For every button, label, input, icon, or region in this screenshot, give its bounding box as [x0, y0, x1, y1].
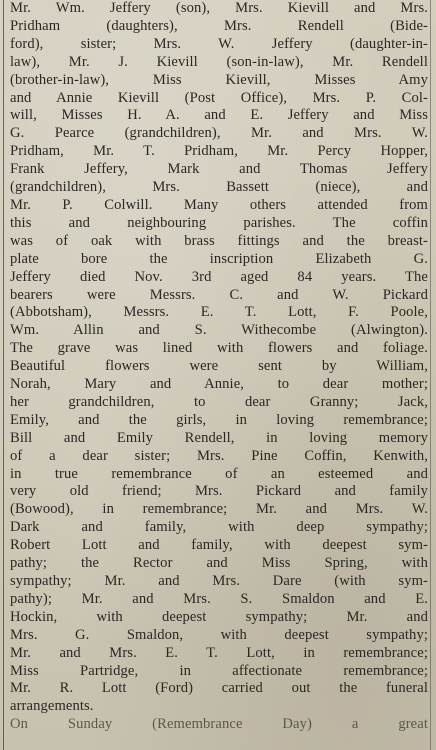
article-line-cut-off: On Sunday (Remembrance Day) a great	[10, 716, 428, 733]
article-line: very old friend; Mrs. Pickard and family	[10, 483, 428, 500]
article-line: Mrs. G. Smaldon, with deepest sympathy;	[10, 626, 428, 643]
article-line: ford), sister; Mrs. W. Jeffery (daughter-in-	[10, 35, 428, 52]
article-line: Pridham, Mr. T. Pridham, Mr. Percy Hopper,	[10, 143, 428, 160]
article-line: pathy; the Rector and Miss Spring, with	[10, 555, 428, 572]
column-rule-left	[3, 0, 4, 750]
article-line: Dark and family, with deep sympathy;	[10, 519, 428, 536]
article-line: will, Misses H. A. and E. Jeffery and Miss	[10, 107, 428, 124]
article-line: bearers were Messrs. C. and W. Pickard	[10, 286, 428, 303]
article-line: Beautiful flowers were sent by William,	[10, 358, 428, 375]
article-line: pathy); Mr. and Mrs. S. Smaldon and E.	[10, 590, 428, 607]
article-line: Mr. and Mrs. E. T. Lott, in remembrance;	[10, 644, 428, 661]
article-line: Mr. R. Lott (Ford) carried out the funeral	[10, 680, 428, 697]
article-line: (grandchildren), Mrs. Bassett (niece), and	[10, 179, 428, 196]
article-line: Miss Partridge, in affectionate remembrance;	[10, 662, 428, 679]
article-line: Bill and Emily Rendell, in loving memory	[10, 429, 428, 446]
article-line: Robert Lott and family, with deepest sym-	[10, 537, 428, 554]
article-line: plate bore the inscription Elizabeth G.	[10, 250, 428, 267]
article-line: Wm. Allin and S. Withecombe (Alwington).	[10, 322, 428, 339]
article-line: in true remembrance of an esteemed and	[10, 465, 428, 482]
article-column	[10, 0, 428, 734]
article-line: was of oak with brass fittings and the breast-	[10, 232, 428, 249]
article-line: Mr. P. Colwill. Many others attended from	[10, 196, 428, 213]
article-line: G. Pearce (grandchildren), Mr. and Mrs. W.	[10, 125, 428, 142]
article-line: (Bowood), in remembrance; Mr. and Mrs. W.	[10, 501, 428, 518]
article-line: Pridham (daughters), Mrs. Rendell (Bide-	[10, 17, 428, 34]
article-line: Frank Jeffery, Mark and Thomas Jeffery	[10, 161, 428, 178]
article-line: Mr. Wm. Jeffery (son), Mrs. Kievill and Mrs.	[10, 0, 428, 16]
article-line: of a dear sister; Mrs. Pine Coffin, Kenwith,	[10, 447, 428, 464]
column-rule-right	[430, 0, 431, 750]
article-line: and Annie Kievill (Post Office), Mrs. P. Col-	[10, 89, 428, 106]
article-line: Jeffery died Nov. 3rd aged 84 years. The	[10, 268, 428, 285]
article-line: this and neighbouring parishes. The coffin	[10, 214, 428, 231]
article-line: (Abbotsham), Messrs. E. T. Lott, F. Poole,	[10, 304, 428, 321]
article-line: Hockin, with deepest sympathy; Mr. and	[10, 608, 428, 625]
article-line: The grave was lined with flowers and foliage.	[10, 340, 428, 357]
article-line: Emily, and the girls, in loving remembrance;	[10, 411, 428, 428]
article-line: arrangements.	[10, 698, 94, 715]
article-line: law), Mr. J. Kievill (son-in-law), Mr. Rendell	[10, 53, 428, 70]
article-line: sympathy; Mr. and Mrs. Dare (with sym-	[10, 573, 428, 589]
article-line: Norah, Mary and Annie, to dear mother;	[10, 376, 428, 393]
article-line: her grandchildren, to dear Granny; Jack,	[10, 393, 428, 410]
article-line: (brother-in-law), Miss Kievill, Misses Amy	[10, 71, 428, 88]
